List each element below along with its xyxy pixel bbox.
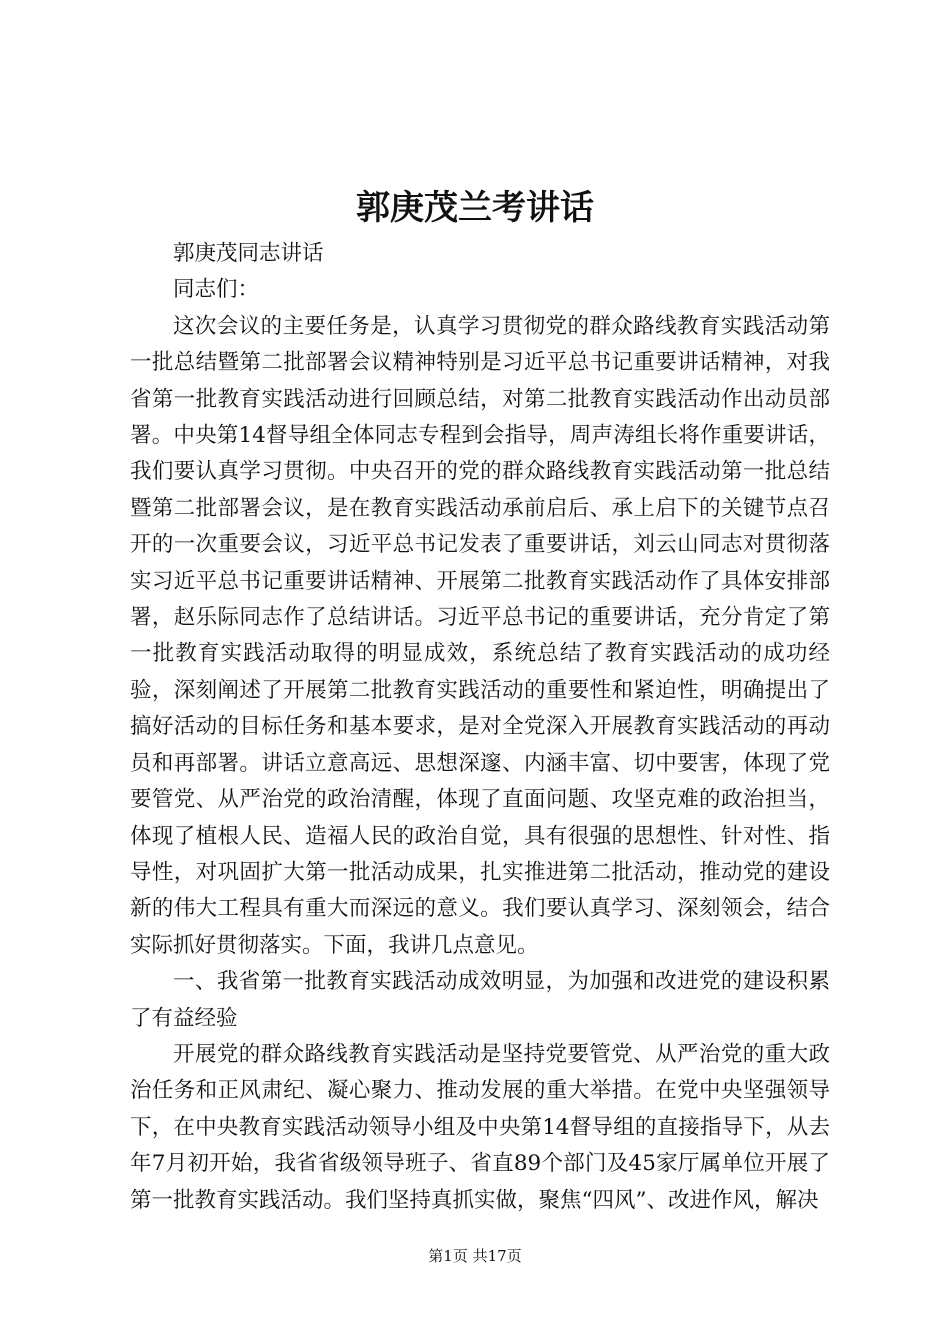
- salutation: 同志们：: [173, 277, 260, 303]
- body-paragraph-section-1: 开展党的群众路线教育实践活动是坚持党要管党、从严治党的重大政治任务和正风肃纪、凝心聚力、推动发展的重大举措。在党中央坚强领导下，在中央教育实践活动领导小组及中央第14督导组的直接指导下，从去年7月初开始，我省省级领导班子、省直89个部门及45家厅属单位开展了第一批教育实践活动。我们坚持真抓实做，聚焦“四风”、改进作风，解决: [130, 1041, 830, 1213]
- section-heading-1: 一、我省第一批教育实践活动成效明显，为加强和改进党的建设积累了有益经验: [130, 969, 830, 1031]
- document-title: 郭庚茂兰考讲话: [356, 188, 594, 228]
- body-paragraph-intro: 这次会议的主要任务是，认真学习贯彻党的群众路线教育实践活动第一批总结暨第二批部署会议精神特别是习近平总书记重要讲话精神，对我省第一批教育实践活动进行回顾总结，对第二批教育实践活动作出动员部署。中央第14督导组全体同志专程到会指导，周声涛组长将作重要讲话，我们要认真学习贯彻。中央召开的党的群众路线教育实践活动第一批总结暨第二批部署会议，是在教育实践活动承前启后、承上启下的关键节点召开的一次重要会议，习近平总书记发表了重要讲话，刘云山同志对贯彻落实习近平总书记重要讲话精神、开展第二批教育实践活动作了具体安排部署，赵乐际同志作了总结讲话。习近平总书记的重要讲话，充分肯定了第一批教育实践活动取得的明显成效，系统总结了教育实践活动的成功经验，深刻阐述了开展第二批教育实践活动的重要性和紧迫性，明确提出了搞好活动的目标任务和基本要求，是对全党深入开展教育实践活动的再动员和再部署。讲话立意高远、思想深邃、内涵丰富、切中要害，体现了党要管党、从严治党的政治清醒，体现了直面问题、攻坚克难的政治担当，体现了植根人民、造福人民的政治自觉，具有很强的思想性、针对性、指导性，对巩固扩大第一批活动成果，扎实推进第二批活动，推动党的建设新的伟大工程具有重大而深远的意义。我们要认真学习、深刻领会，结合实际抓好贯彻落实。下面，我讲几点意见。: [130, 313, 830, 958]
- document-body: [130, 236, 830, 1219]
- speaker-heading: 郭庚茂同志讲话: [173, 241, 324, 266]
- page-number-footer: 第1页 共17页: [428, 1247, 522, 1265]
